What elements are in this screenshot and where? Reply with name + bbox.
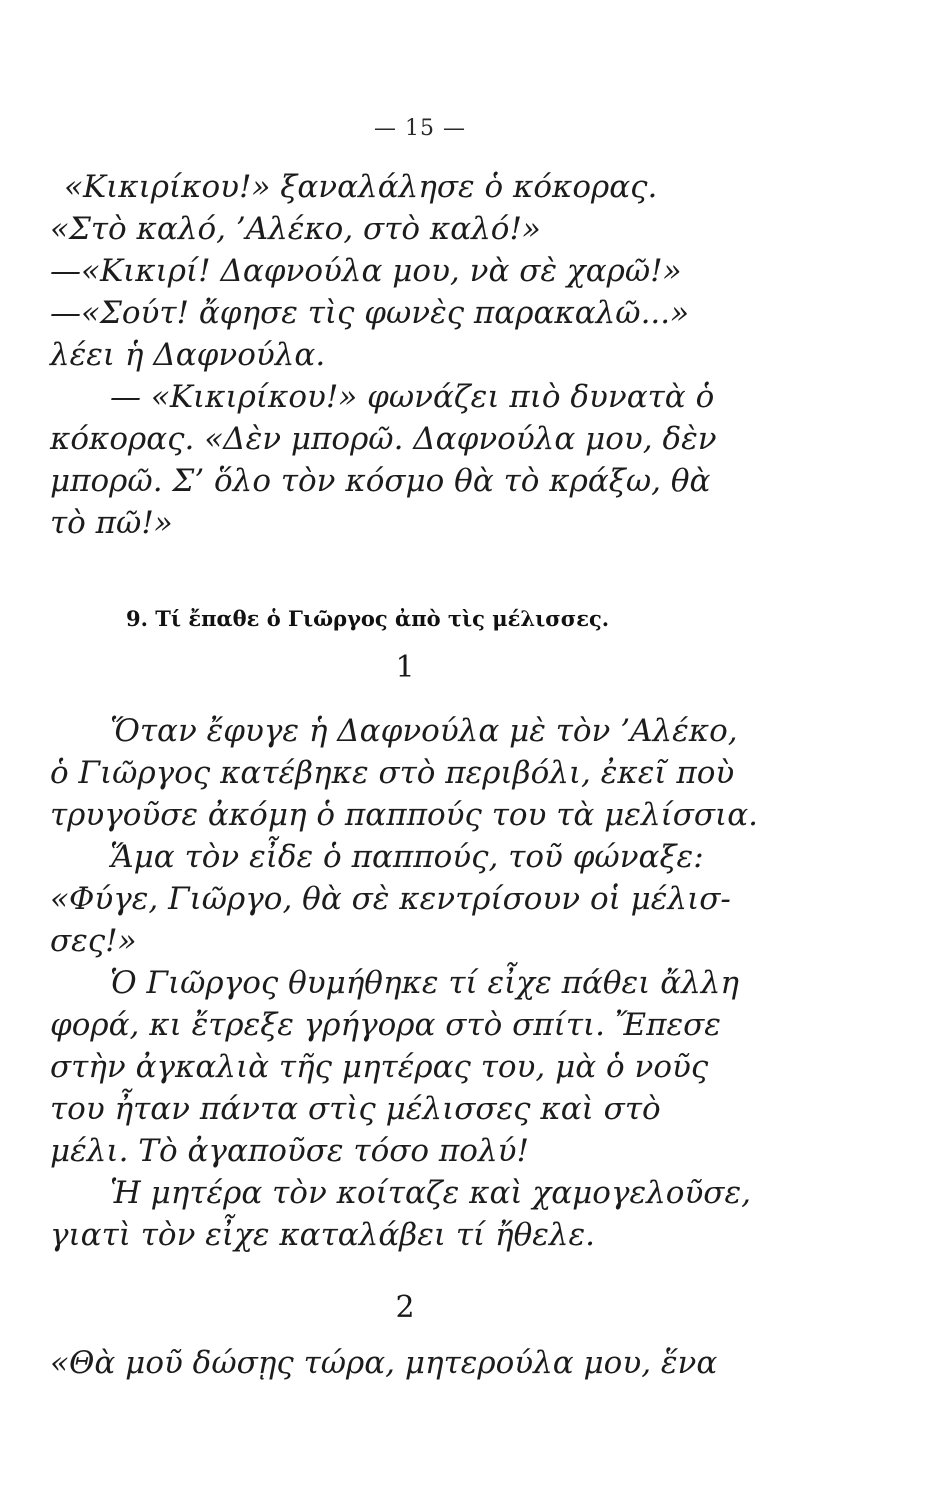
dialogue-block — [50, 166, 770, 544]
text-line: ὁ Γιῶργος κατέβηκε στὸ περιβόλι, ἐκεῖ ποὺ — [50, 755, 735, 791]
text-line: «Στὸ καλό, ’Αλέκο, στὸ καλό!» — [50, 211, 541, 247]
text-line: «Κικιρίκου!» ξαναλάλησε ὁ κόκορας. — [64, 169, 658, 205]
section-number: 2 — [395, 1290, 415, 1325]
text-line: του ἦταν πάντα στὶς μέλισσες καὶ στὸ — [50, 1091, 661, 1127]
text-line: Ἡ μητέρα τὸν κοίταζε καὶ χαμογελοῦσε, — [110, 1175, 751, 1211]
text-line: σες!» — [50, 923, 137, 959]
text-line: κόκορας. «Δὲν μπορῶ. Δαφνούλα μου, δὲν — [50, 421, 717, 457]
text-line: «Φύγε, Γιῶργο, θὰ σὲ κεντρίσουν οἱ μέλισ- — [50, 881, 731, 917]
text-line: Ἅμα τὸν εἶδε ὁ παππούς, τοῦ φώναξε: — [110, 839, 704, 875]
text-line: — «Κικιρίκου!» φωνάζει πιὸ δυνατὰ ὁ — [110, 379, 715, 415]
text-line: στὴν ἀγκαλιὰ τῆς μητέρας του, μὰ ὁ νοῦς — [50, 1049, 709, 1085]
text-line: μπορῶ. Σ’ ὅλο τὸν κόσμο θὰ τὸ κράξω, θὰ — [50, 463, 711, 499]
text-line: —«Σούτ! ἄφησε τὶς φωνὲς παρακαλῶ...» — [50, 295, 690, 331]
section-1-text — [50, 710, 770, 1256]
text-line: μέλι. Τὸ ἀγαποῦσε τόσο πολύ! — [50, 1133, 529, 1169]
text-line: Ὅταν ἔφυγε ἡ Δαφνούλα μὲ τὸν ’Αλέκο, — [110, 713, 738, 749]
text-line: «Θὰ μοῦ δώσῃς τώρα, μητερούλα μου, ἕνα — [50, 1345, 718, 1381]
text-line: φορά, κι ἔτρεξε γρήγορα στὸ σπίτι. Ἔπεσε — [50, 1007, 721, 1043]
text-line: —«Κικιρί! Δαφνούλα μου, νὰ σὲ χαρῶ!» — [50, 253, 682, 289]
text-line: τὸ πῶ!» — [50, 505, 173, 541]
page-number: — 15 — — [374, 116, 466, 141]
section-number: 1 — [395, 650, 415, 685]
chapter-heading: 9. Τί ἔπαθε ὁ Γιῶργος ἀπὸ τὶς μέλισσες. — [126, 606, 610, 631]
text-line: τρυγοῦσε ἀκόμη ὁ παππούς του τὰ μελίσσια. — [50, 797, 759, 833]
section-2-text — [50, 1342, 770, 1384]
text-line: Ὁ Γιῶργος θυμήθηκε τί εἶχε πάθει ἄλλη — [110, 965, 739, 1001]
text-line: γιατὶ τὸν εἶχε καταλάβει τί ἤθελε. — [50, 1217, 596, 1253]
text-line: λέει ἡ Δαφνούλα. — [50, 337, 326, 373]
